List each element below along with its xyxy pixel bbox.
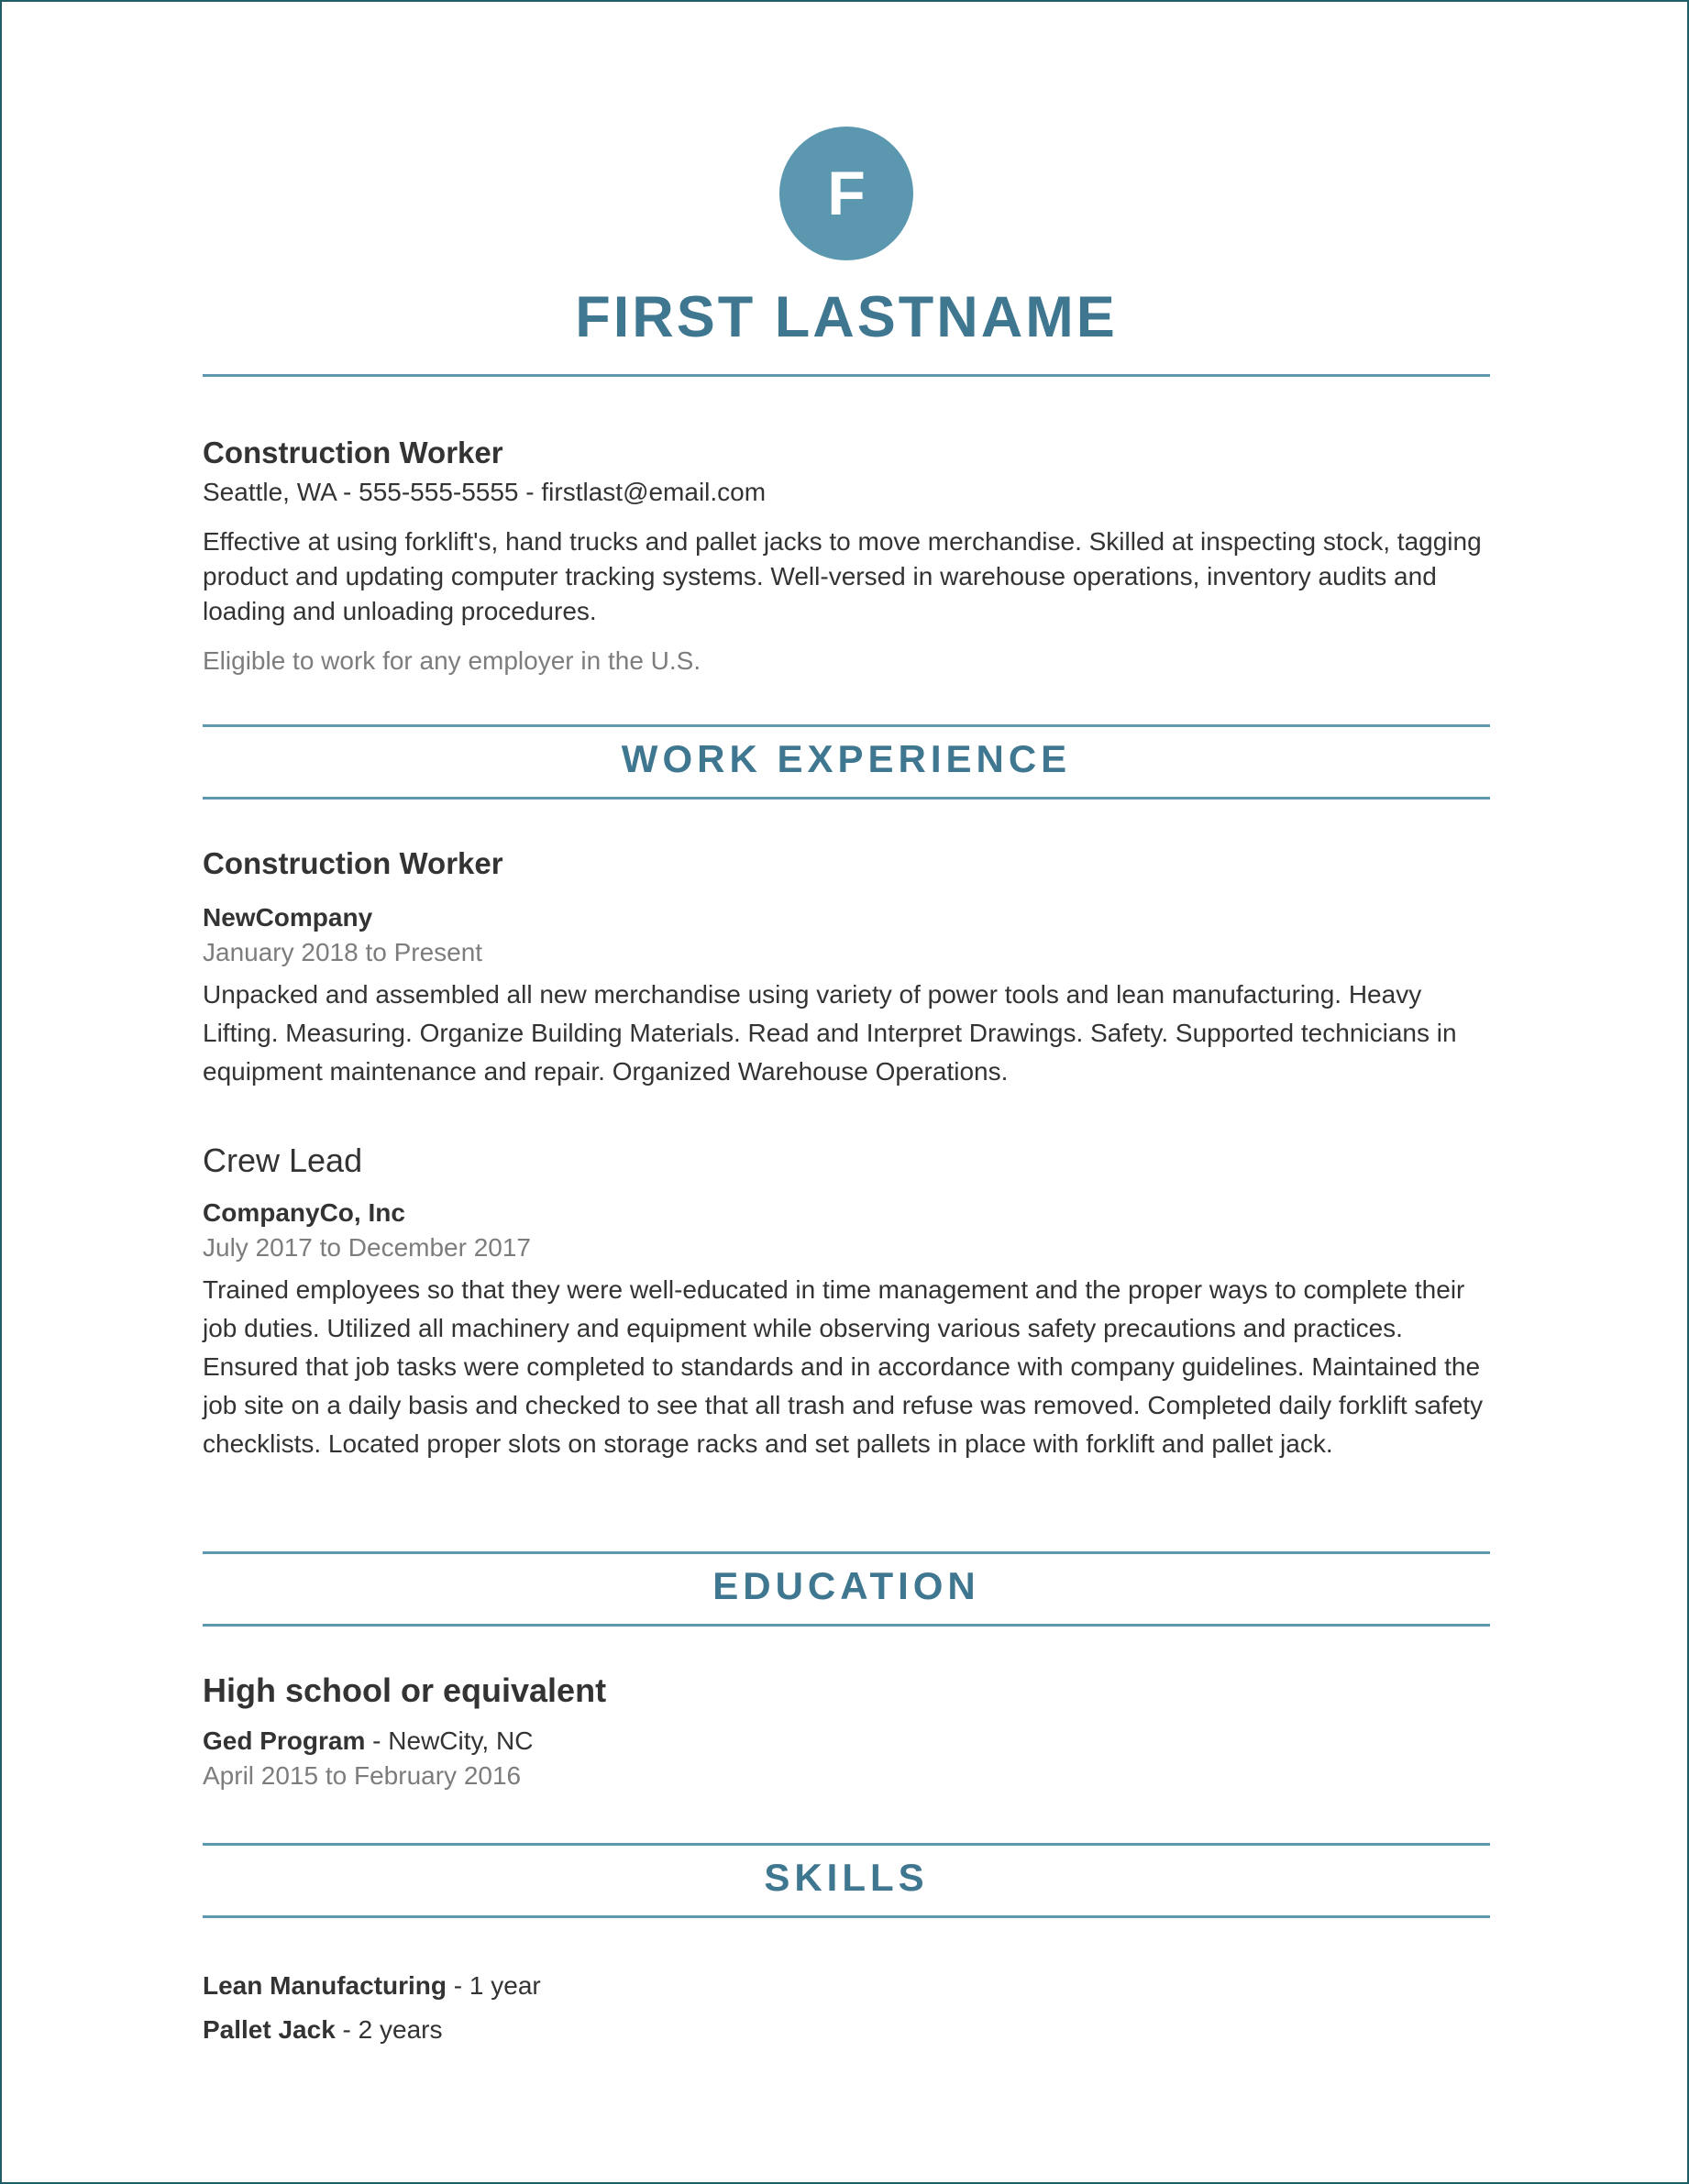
section-heading-skills: SKILLS: [764, 1856, 929, 1899]
job-title: Crew Lead: [203, 1142, 363, 1179]
summary-section: [203, 435, 1490, 678]
job-company: CompanyCo, Inc: [203, 1198, 405, 1227]
education-dates: April 2015 to February 2016: [203, 1761, 522, 1790]
divider: [203, 1551, 1490, 1554]
section-heading-work-experience: WORK EXPERIENCE: [621, 737, 1072, 780]
divider: [203, 1915, 1490, 1918]
skills-list: [203, 1964, 1490, 2052]
divider: [203, 797, 1490, 800]
monogram-badge: F: [779, 127, 913, 260]
job-title: Construction Worker: [203, 846, 503, 880]
education-entry: [203, 1671, 1490, 1793]
education-location: - NewCity, NC: [365, 1726, 534, 1755]
summary-description: Effective at using forklift's, hand trucks and pallet jacks to move merchandise. Skilled at inspecting stock, tagging product and updating computer tracking systems. Well-versed in warehouse operations, inventory audits and loading and unloading procedures.: [203, 527, 1482, 625]
education-school: Ged Program: [203, 1726, 366, 1755]
section-heading-education: EDUCATION: [712, 1564, 980, 1607]
education-degree: High school or equivalent: [203, 1671, 607, 1709]
job-description: Trained employees so that they were well-educated in time management and the proper ways to complete their job duties. Utilized all machinery and equipment while observing various safety precautions and practices. Ensured that job tasks were completed to standards and in accordance with company guidelines. Maintained the job site on a daily basis and checked to see that all trash and refuse was removed. Completed daily forklift safety checklists. Located proper slots on storage racks and set pallets in place with forklift and pallet jack.: [203, 1275, 1484, 1458]
skill-duration: - 2 years: [335, 2015, 443, 2044]
divider: [203, 724, 1490, 727]
job-dates: January 2018 to Present: [203, 938, 483, 966]
job-entry: [203, 845, 1490, 1091]
job-description: Unpacked and assembled all new merchandise using variety of power tools and lean manufacturing. Heavy Lifting. Measuring. Organize Building Materials. Read and Interpret Drawings. Safety. Supported technicians in equipment maintenance and repair. Organized Warehouse Operations.: [203, 980, 1457, 1086]
skill-duration: - 1 year: [447, 1971, 541, 2000]
job-company: NewCompany: [203, 903, 373, 932]
skill-name: Lean Manufacturing: [203, 1971, 447, 2000]
divider: [203, 374, 1490, 377]
skill-name: Pallet Jack: [203, 2015, 336, 2044]
skill-item: [203, 1964, 1490, 2008]
education-school-line: [203, 1724, 1490, 1759]
contact-line: Seattle, WA - 555-555-5555 - firstlast@email.com: [203, 478, 767, 506]
summary-title: Construction Worker: [203, 436, 503, 469]
candidate-name: FIRST LASTNAME: [575, 285, 1118, 349]
work-eligibility: Eligible to work for any employer in the U.S.: [203, 646, 701, 675]
job-entry: [203, 1142, 1490, 1463]
divider: [203, 1624, 1490, 1627]
divider: [203, 1843, 1490, 1846]
job-dates: July 2017 to December 2017: [203, 1233, 531, 1262]
skill-item: [203, 2008, 1490, 2052]
